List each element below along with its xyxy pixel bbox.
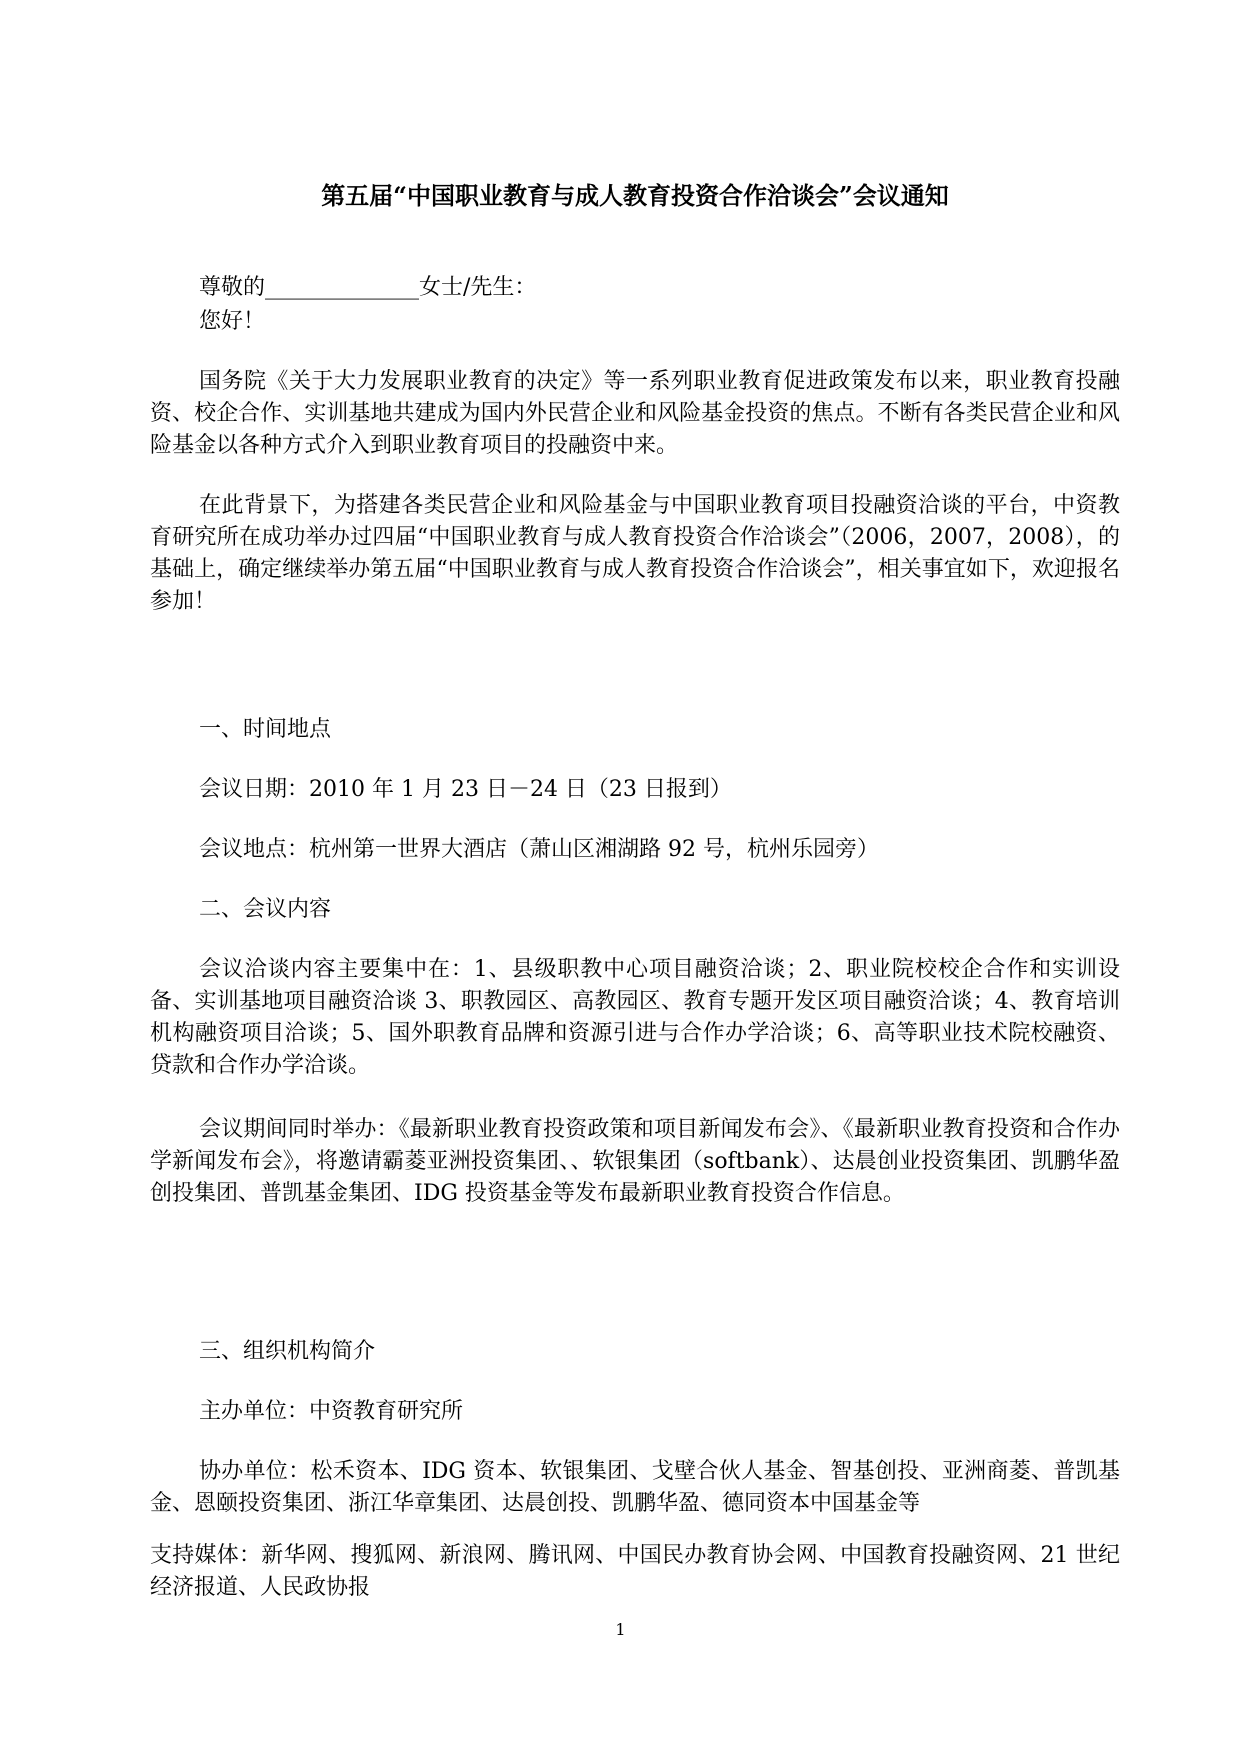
- greeting: 您好！: [199, 309, 266, 334]
- section-heading-organizers: 三、组织机构简介: [199, 1339, 376, 1364]
- content-paragraph-1: 会议洽谈内容主要集中在：1、县级职教中心项目融资洽谈；2、职业院校校企合作和实训设备、实训基地项目融资洽谈 3、职教园区、高教园区、教育专题开发区项目融资洽谈；4、教育培训机构融资项目洽谈；5、国外职教育品牌和资源引进与合作办学洽谈；6、高等职业技术院校融资、贷款和合作办学洽谈。: [150, 957, 1120, 1078]
- page-number: 1: [615, 1620, 626, 1639]
- intro-paragraph-2: 在此背景下，为搭建各类民营企业和风险基金与中国职业教育项目投融资洽谈的平台，中资教育研究所在成功举办过四届“中国职业教育与成人教育投资合作洽谈会”（2006，2007，2008），的基础上，确定继续举办第五届“中国职业教育与成人教育投资合作洽谈会”，相关事宜如下，欢迎报名参加！: [150, 493, 1120, 614]
- intro-paragraph-1: 国务院《关于大力发展职业教育的决定》等一系列职业教育促进政策发布以来，职业教育投融资、校企合作、实训基地共建成为国内外民营企业和风险基金投资的焦点。不断有各类民营企业和风险基金以各种方式介入到职业教育项目的投融资中来。: [150, 369, 1120, 458]
- section-heading-content: 二、会议内容: [199, 897, 332, 922]
- meeting-date: 会议日期：2010 年 1 月 23 日－24 日（23 日报到）: [199, 777, 732, 802]
- content-paragraph-2: 会议期间同时举办：《最新职业教育投资政策和项目新闻发布会》、《最新职业教育投资和合作办学新闻发布会》，将邀请霸菱亚洲投资集团、、软银集团（softbank）、达晨创业投资集团、凯鹏华盈创投集团、普凯基金集团、IDG 投资基金等发布最新职业教育投资合作信息。: [150, 1117, 1120, 1206]
- salutation: 尊敬的______________女士/先生：: [199, 275, 537, 300]
- co-organizers: 协办单位：松禾资本、IDG 资本、软银集团、戈壁合伙人基金、智基创投、亚洲商菱、普凯基金、恩颐投资集团、浙江华章集团、达晨创投、凯鹏华盈、德同资本中国基金等: [150, 1459, 1120, 1516]
- meeting-location: 会议地点：杭州第一世界大酒店（萧山区湘湖路 92 号，杭州乐园旁）: [199, 837, 879, 862]
- section-heading-time-location: 一、时间地点: [199, 717, 332, 742]
- supporting-media: 支持媒体：新华网、搜狐网、新浪网、腾讯网、中国民办教育协会网、中国教育投融资网、21 世纪经济报道、人民政协报: [150, 1543, 1120, 1600]
- host-organization: 主办单位：中资教育研究所: [199, 1399, 464, 1424]
- document-title: 第五届“中国职业教育与成人教育投资合作洽谈会”会议通知: [321, 181, 949, 210]
